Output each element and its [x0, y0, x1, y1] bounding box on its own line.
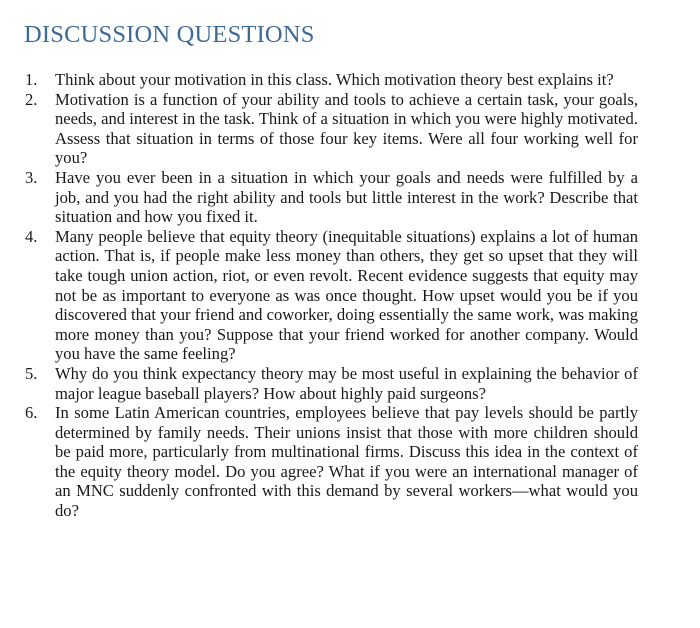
question-number: 1. [25, 70, 38, 89]
question-number: 6. [25, 403, 38, 423]
question-number: 4. [25, 226, 38, 246]
question-item [22, 168, 638, 227]
question-number: 5. [25, 363, 38, 383]
question-item [22, 364, 638, 403]
question-item [22, 403, 638, 521]
question-item [22, 227, 638, 364]
question-text: Many people believe that equity theory (inequitable situations) explains a lot of human action. That is, if people make less money than others, they get so upset that they will take tough union action, riot, or even revolt. Recent evidence suggests that equity may not be as important to everyone as was once thought. How upset would you be if you discovered that your friend and coworker, doing essentially the same work, was making more money than you? Suppose that your friend worked for another company. Would you have the same feeling? [55, 226, 638, 364]
question-text: In some Latin American countries, employees believe that pay levels should be partly determined by family needs. Their unions insist that those with more children should be paid more, particularly from multinational firms. Discuss this idea in the context of the equity theory model. Do you agree? What if you were an international manager of an MNC suddenly confronted with this demand by several workers—what would you do? [55, 403, 638, 521]
question-item [22, 70, 638, 90]
question-text: Why do you think expectancy theory may be most useful in explaining the behavior of major league baseball players? How about highly paid surgeons? [55, 363, 638, 403]
questions-list [22, 70, 638, 521]
question-number: 3. [25, 167, 38, 187]
section-heading: DISCUSSION QUESTIONS [24, 21, 315, 48]
question-text: Have you ever been in a situation in which your goals and needs were fulfilled by a job, and you had the right ability and tools but little interest in the work? Describe that situation and how you fixed it. [55, 167, 638, 227]
question-text: Think about your motivation in this class. Which motivation theory best explains it? [55, 70, 614, 89]
question-text: Motivation is a function of your ability and tools to achieve a certain task, your goals, needs, and interest in the task. Think of a situation in which you were highly motivated. Assess that situation in terms of those four key items. Were all four working well for you? [55, 89, 638, 168]
question-item [22, 90, 638, 168]
question-number: 2. [25, 89, 38, 109]
